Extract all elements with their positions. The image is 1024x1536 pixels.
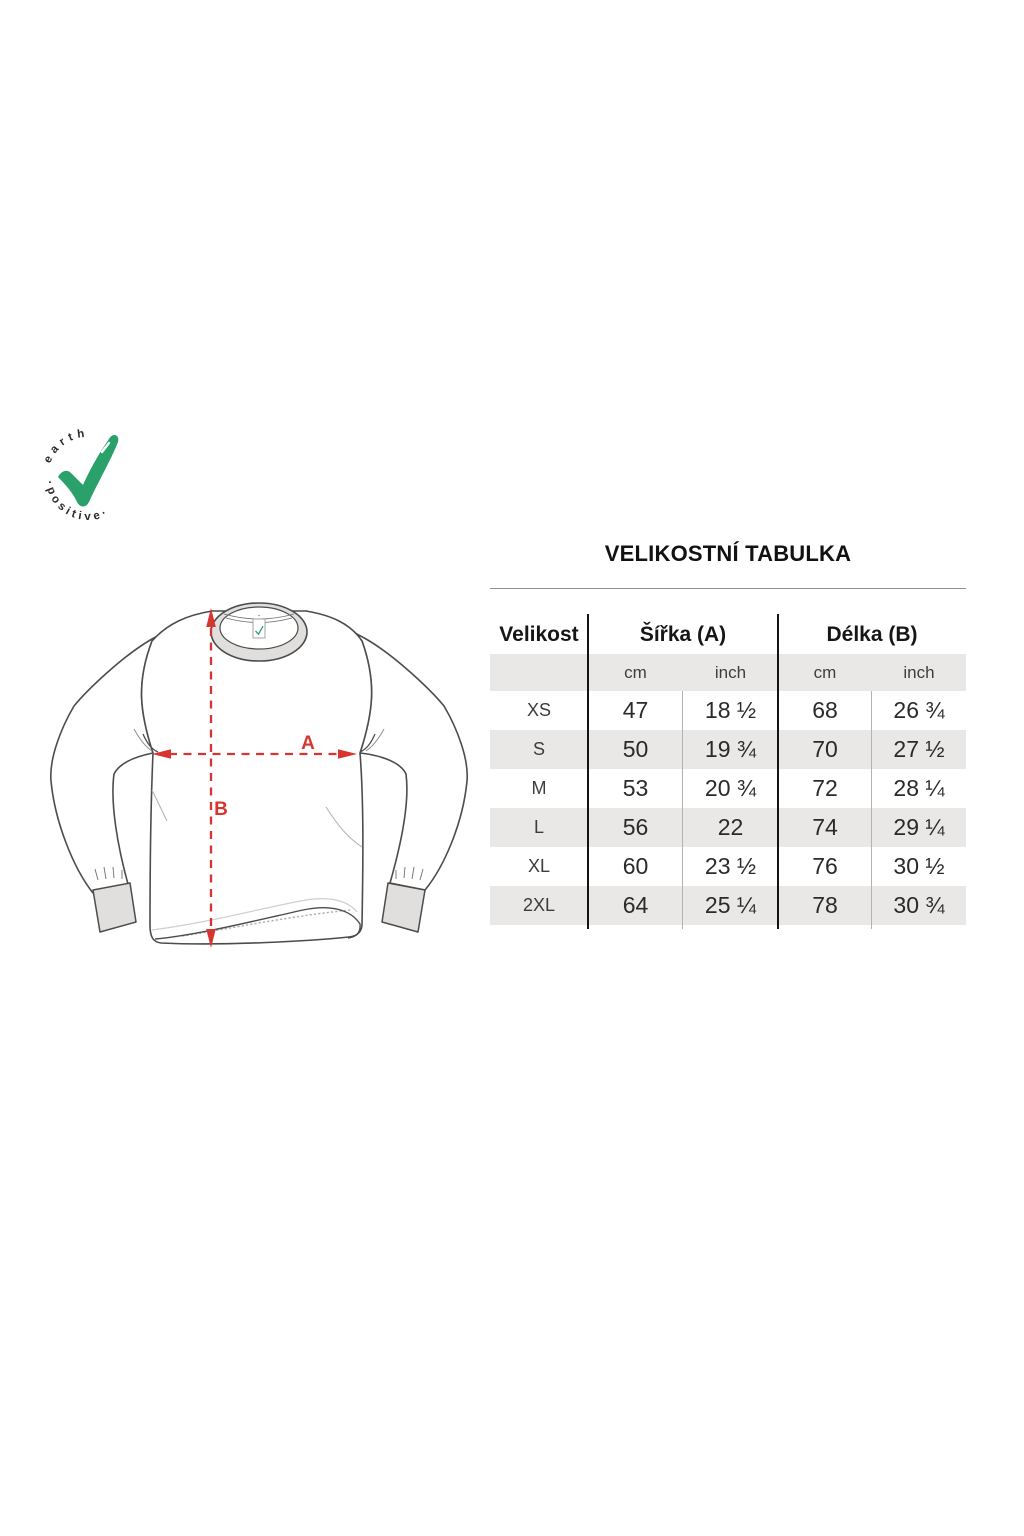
size-cell: L <box>533 817 544 837</box>
length-inch-cell: 28 ¼ <box>893 775 945 801</box>
length-cm-cell: 76 <box>812 853 838 879</box>
width-inch-cell: 19 ¾ <box>704 736 757 762</box>
width-cm-cell: 50 <box>622 736 649 762</box>
earthpositive-logo <box>36 416 142 522</box>
unit-empty <box>490 654 588 691</box>
left-cuff <box>93 883 136 932</box>
column-divider-thin <box>871 691 872 929</box>
column-divider-thin <box>682 691 683 929</box>
width-inch-cell: 20 ¾ <box>704 775 757 801</box>
size-cell: XL <box>527 856 551 876</box>
shirt-measurement-diagram <box>48 593 470 965</box>
length-cm-cell: 68 <box>812 697 838 723</box>
logo-bottom-text: ·positive· <box>42 479 112 522</box>
table-row-xl <box>490 847 966 886</box>
width-cm-cell: 64 <box>622 892 649 918</box>
right-cuff <box>382 883 425 932</box>
unit-cm: cm <box>624 663 647 682</box>
header-length: Délka (B) <box>826 623 918 646</box>
width-cm-cell: 60 <box>622 853 649 879</box>
length-inch-cell: 26 ¾ <box>893 697 945 723</box>
length-inch-cell: 27 ½ <box>893 736 945 762</box>
table-row-2xl <box>490 886 966 925</box>
length-inch-cell: 30 ½ <box>893 853 945 879</box>
width-inch-cell: 22 <box>717 814 744 840</box>
column-divider <box>777 614 779 929</box>
width-inch-cell: 18 ½ <box>704 697 757 723</box>
table-row-m <box>490 769 966 808</box>
unit-cm: cm <box>813 663 837 682</box>
header-size: Velikost <box>499 623 579 646</box>
table-row-xs <box>490 691 966 730</box>
width-inch-cell: 23 ½ <box>704 853 757 879</box>
length-inch-cell: 29 ¼ <box>893 814 945 840</box>
size-cell: S <box>532 739 545 759</box>
width-label-A: A <box>301 733 315 754</box>
width-cm-cell: 53 <box>622 775 649 801</box>
unit-inch: inch <box>714 663 747 682</box>
header-width: Šířka (A) <box>639 623 727 646</box>
length-cm-cell: 74 <box>812 814 838 840</box>
size-table <box>490 588 966 932</box>
width-inch-cell: 25 ¼ <box>704 892 757 918</box>
size-cell: XS <box>526 700 551 720</box>
size-table-title: VELIKOSTNÍ TABULKA <box>604 541 852 566</box>
length-label-B: B <box>214 799 228 820</box>
width-cm-cell: 56 <box>622 814 649 840</box>
table-row-l <box>490 808 966 847</box>
table-header-row <box>490 589 966 654</box>
size-cell: M <box>531 778 547 798</box>
column-divider <box>587 614 589 929</box>
unit-inch: inch <box>903 663 935 682</box>
width-cm-cell: 47 <box>622 697 649 723</box>
length-inch-cell: 30 ¾ <box>893 892 945 918</box>
length-cm-cell: 72 <box>812 775 838 801</box>
length-cm-cell: 70 <box>812 736 838 762</box>
table-row-s <box>490 730 966 769</box>
table-unit-row <box>490 654 966 691</box>
logo-top-text: earth <box>41 427 90 466</box>
length-cm-cell: 78 <box>812 892 838 918</box>
size-cell: 2XL <box>522 895 556 915</box>
